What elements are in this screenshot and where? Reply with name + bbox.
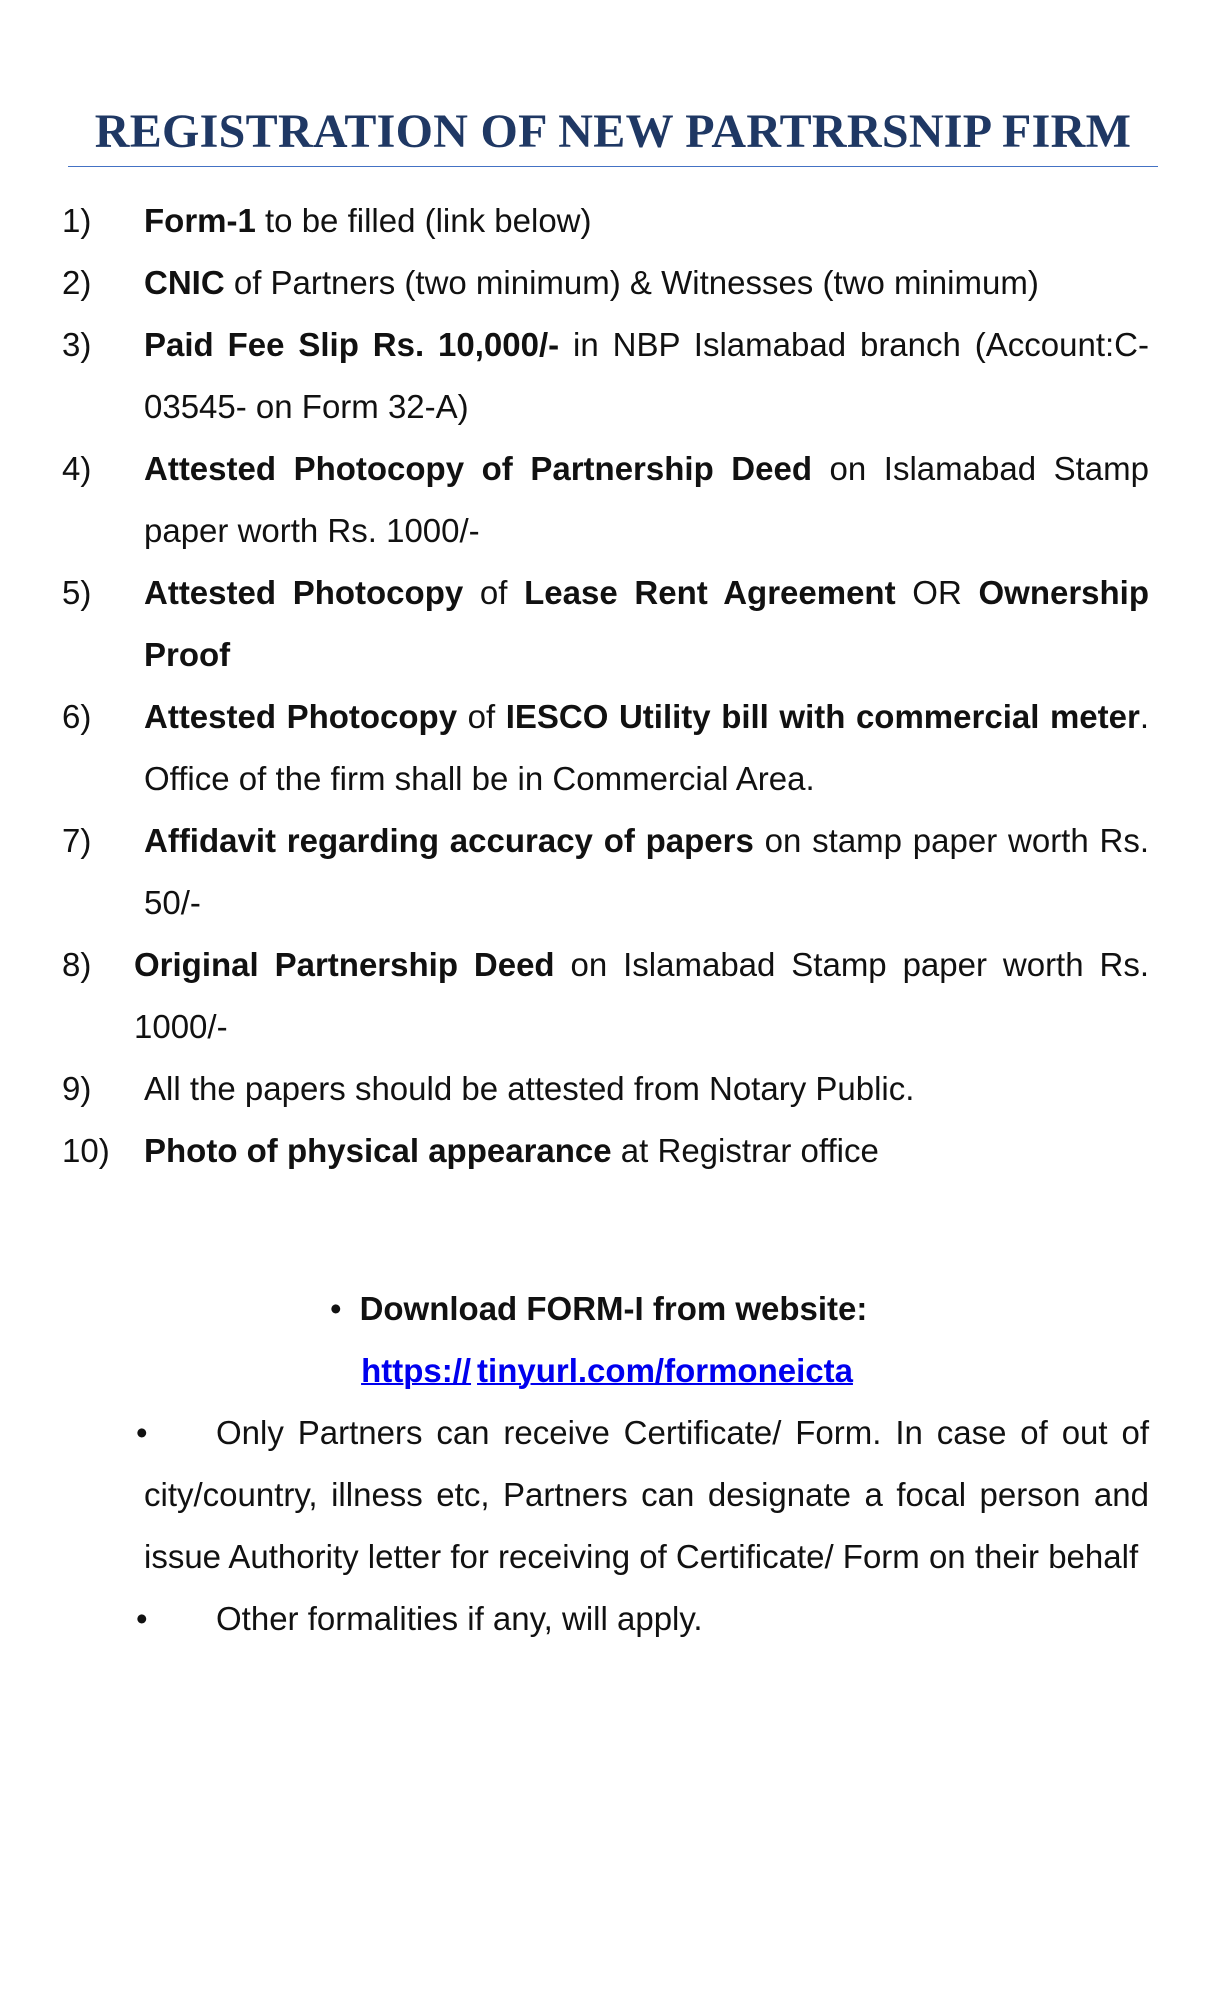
requirement-item bbox=[0, 252, 1214, 314]
requirement-item bbox=[0, 314, 1214, 438]
item-text: Photo of physical appearance at Registrar office bbox=[144, 1132, 879, 1169]
item-number: 7) bbox=[62, 822, 92, 859]
bullet-icon: • bbox=[136, 1600, 148, 1637]
item-text: All the papers should be attested from Notary Public. bbox=[144, 1070, 915, 1107]
item-text: Form-1 to be filled (link below) bbox=[144, 202, 592, 239]
requirement-item bbox=[0, 934, 1214, 1058]
requirement-item bbox=[0, 562, 1214, 686]
item-number: 1) bbox=[62, 202, 92, 239]
item-number: 8) bbox=[62, 946, 92, 983]
item-text: Attested Photocopy of Lease Rent Agreement OR Ownership Proof bbox=[144, 574, 1150, 673]
item-text: CNIC of Partners (two minimum) & Witnesses (two minimum) bbox=[144, 264, 1039, 301]
download-link-scheme[interactable]: https:// bbox=[361, 1352, 472, 1389]
item-text: Attested Photocopy of Partnership Deed on Islamabad Stamp paper worth Rs. 1000/- bbox=[144, 450, 1149, 549]
note-text: Only Partners can receive Certificate/ Form. In case of out of city/country, illness etc, Partners can designate a focal person and issue Authority letter for receiving of Certificate/ Form on their behalf bbox=[144, 1414, 1149, 1575]
requirement-item bbox=[0, 1058, 1214, 1120]
requirement-item bbox=[0, 1120, 1214, 1182]
download-link[interactable]: tinyurl.com/formoneicta bbox=[477, 1352, 853, 1389]
download-link-line bbox=[0, 1340, 1214, 1402]
requirement-item bbox=[0, 438, 1214, 562]
note-item bbox=[0, 1402, 1214, 1588]
requirement-item bbox=[0, 190, 1214, 252]
note-text: Other formalities if any, will apply. bbox=[216, 1600, 703, 1637]
requirements-list bbox=[0, 190, 1214, 1182]
item-number: 9) bbox=[62, 1070, 92, 1107]
item-number: 2) bbox=[62, 264, 92, 301]
page-title: REGISTRATION OF NEW PARTRRSNIP FIRM bbox=[94, 105, 1132, 158]
title-underline bbox=[68, 166, 1158, 167]
item-text: Original Partnership Deed on Islamabad Stamp paper worth Rs. 1000/- bbox=[134, 946, 1149, 1045]
item-text: Affidavit regarding accuracy of papers on stamp paper worth Rs. 50/- bbox=[144, 822, 1149, 921]
notes-list bbox=[0, 1402, 1214, 1650]
requirement-item bbox=[0, 686, 1214, 810]
item-number: 4) bbox=[62, 450, 92, 487]
bullet-icon: • bbox=[136, 1414, 148, 1451]
item-number: 5) bbox=[62, 574, 92, 611]
item-number: 6) bbox=[62, 698, 92, 735]
item-text: Attested Photocopy of IESCO Utility bill with commercial meter. Office of the firm shall be in Commercial Area. bbox=[144, 698, 1149, 797]
item-number: 10) bbox=[62, 1132, 110, 1169]
requirement-item bbox=[0, 810, 1214, 934]
note-item bbox=[0, 1588, 1214, 1650]
download-heading bbox=[330, 1278, 867, 1340]
item-number: 3) bbox=[62, 326, 92, 363]
download-label: Download FORM-I from website: bbox=[359, 1290, 868, 1327]
item-text: Paid Fee Slip Rs. 10,000/- in NBP Islamabad branch (Account:C-03545- on Form 32-A) bbox=[144, 326, 1149, 425]
bullet-icon: • bbox=[330, 1290, 342, 1327]
